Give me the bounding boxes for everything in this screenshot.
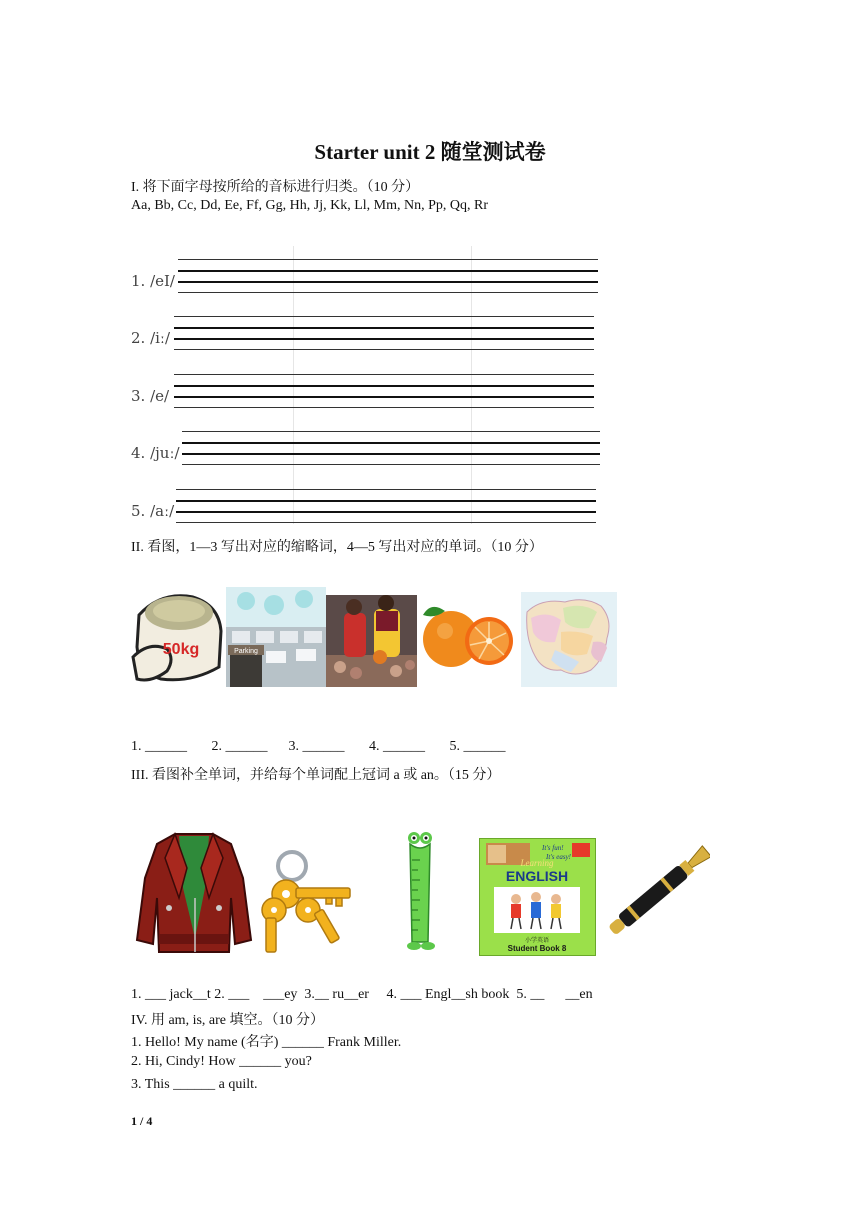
ruler-image (402, 830, 438, 954)
section-3-answers: 1. ___ jack__t 2. ___ ___ey 3.__ ru__er 4. ___ Engl__sh book 5. __ __en (131, 987, 593, 1002)
basketball-image (326, 595, 417, 687)
book-top-1: It's fun! (542, 844, 564, 852)
phonetic-label-4: 4. /juː/ (131, 444, 180, 462)
section-1-heading: I. 将下面字母按所给的音标进行归类。（10 分） (131, 180, 420, 195)
phonetic-label-5: 5. /aː/ (131, 502, 175, 520)
parking-sign: Parking (234, 648, 258, 655)
book-learning: Learning (520, 858, 554, 868)
orange-image (417, 601, 517, 671)
section-4-heading: IV. 用 am, is, are 填空。（10 分） (131, 1013, 324, 1028)
page-number: 1 / 4 (131, 1114, 153, 1128)
keys-image (252, 848, 358, 954)
phonetic-label-2: 2. /iː/ (131, 329, 171, 347)
english-book-image (479, 838, 596, 956)
question-2: 2. Hi, Cindy! How ______ you? (131, 1054, 312, 1069)
weight-sack-image (131, 587, 225, 687)
question-1: 1. Hello! My name (名字) ______ Frank Miller. (131, 1035, 402, 1050)
phonetic-label-3: 3. /e/ (131, 387, 170, 405)
book-student-book: Student Book 8 (507, 944, 567, 953)
pen-image (604, 834, 710, 952)
question-3: 3. This ______ a quilt. (131, 1077, 258, 1092)
parking-lot-image (226, 587, 326, 687)
book-english: ENGLISH (505, 868, 569, 884)
letters-list: Aa, Bb, Cc, Dd, Ee, Ff, Gg, Hh, Jj, Kk, Ll, Mm, Nn, Pp, Qq, Rr (131, 198, 488, 213)
section-2-answers: 1. ______ 2. ______ 3. ______ 4. ______ 5. ______ (131, 739, 506, 754)
map-image (521, 592, 617, 687)
phonetic-label-1: 1. /eI/ (131, 272, 175, 290)
book-top-2: It's easy! (546, 853, 572, 861)
page-title: Starter unit 2 随堂测试卷 (314, 140, 546, 164)
weight-label: 50kg (162, 641, 200, 658)
section-3-heading: III. 看图补全单词，并给每个单词配上冠词 a 或 an。（15 分） (131, 768, 501, 783)
jacket-image (135, 828, 253, 956)
section-2-heading: II. 看图，1—3 写出对应的缩略词，4—5 写出对应的单词。（10 分） (131, 540, 543, 555)
book-school: 小学英语 (524, 937, 550, 944)
